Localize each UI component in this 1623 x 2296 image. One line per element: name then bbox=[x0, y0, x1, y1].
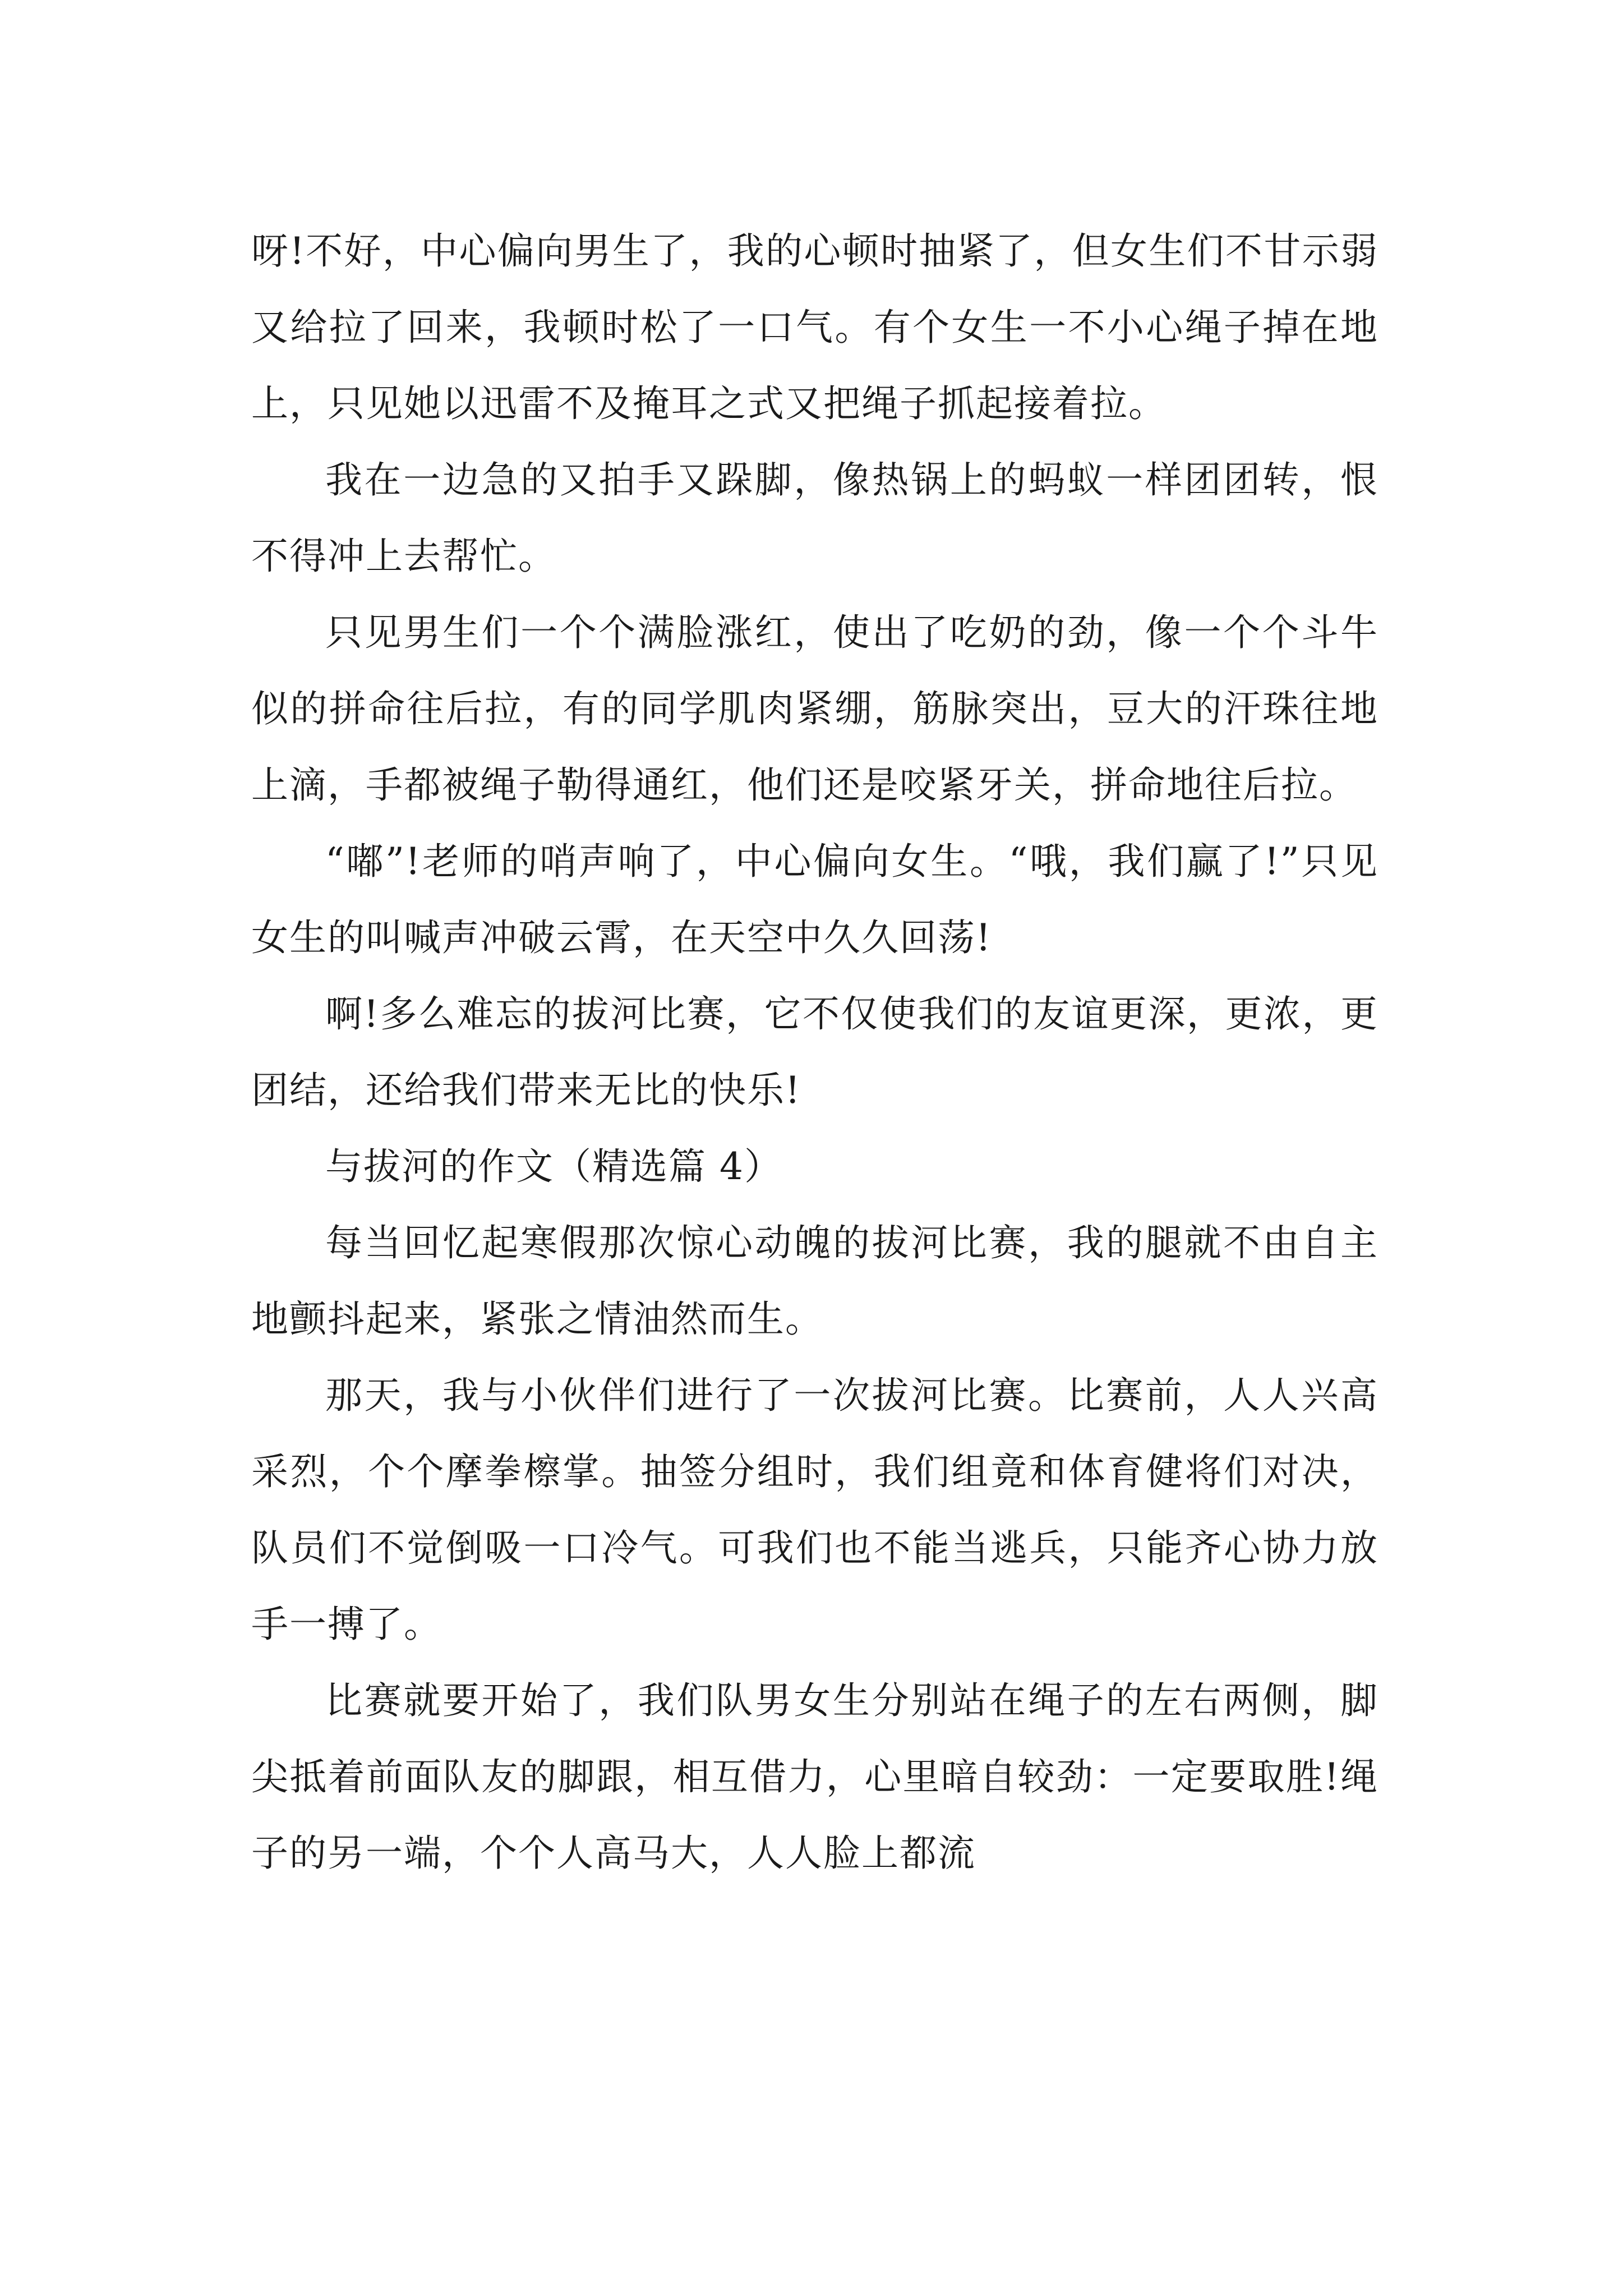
document-body bbox=[251, 213, 1378, 1892]
paragraph-5: 啊!多么难忘的拔河比赛，它不仅使我们的友谊更深，更浓，更团结，还给我们带来无比的快乐! bbox=[251, 992, 1378, 1112]
section-paragraph-1: 每当回忆起寒假那次惊心动魄的拔河比赛，我的腿就不由自主地颤抖起来，紧张之情油然而生。 bbox=[251, 1221, 1378, 1341]
section-heading: 与拔河的作文（精选篇 4） bbox=[325, 1145, 782, 1188]
section-paragraph-3: 比赛就要开始了，我们队男女生分别站在绳子的左右两侧，脚尖抵着前面队友的脚跟，相互借力，心里暗自较劲：一定要取胜!绳子的另一端，个个人高马大，人人脸上都流 bbox=[251, 1679, 1378, 1875]
section-paragraph-2: 那天，我与小伙伴们进行了一次拔河比赛。比赛前，人人兴高采烈，个个摩拳檫掌。抽签分组时，我们组竟和体育健将们对决，队员们不觉倒吸一口冷气。可我们也不能当逃兵，只能齐心协力放手一搏了。 bbox=[251, 1374, 1378, 1646]
paragraph-2: 我在一边急的又拍手又跺脚，像热锅上的蚂蚁一样团团转，恨不得冲上去帮忙。 bbox=[251, 458, 1378, 578]
paragraph-3: 只见男生们一个个满脸涨红，使出了吃奶的劲，像一个个斗牛似的拼命往后拉，有的同学肌肉紧绷，筋脉突出，豆大的汗珠往地上滴，手都被绳子勒得通红，他们还是咬紧牙关，拼命地往后拉。 bbox=[251, 611, 1378, 807]
paragraph-1: 呀!不好，中心偏向男生了，我的心顿时抽紧了，但女生们不甘示弱又给拉了回来，我顿时松了一口气。有个女生一不小心绳子掉在地上，只见她以迅雷不及掩耳之式又把绳子抓起接着拉。 bbox=[251, 229, 1378, 425]
paragraph-4: “嘟”!老师的哨声响了，中心偏向女生。“哦，我们赢了!”只见女生的叫喊声冲破云霄，在天空中久久回荡! bbox=[251, 840, 1378, 959]
